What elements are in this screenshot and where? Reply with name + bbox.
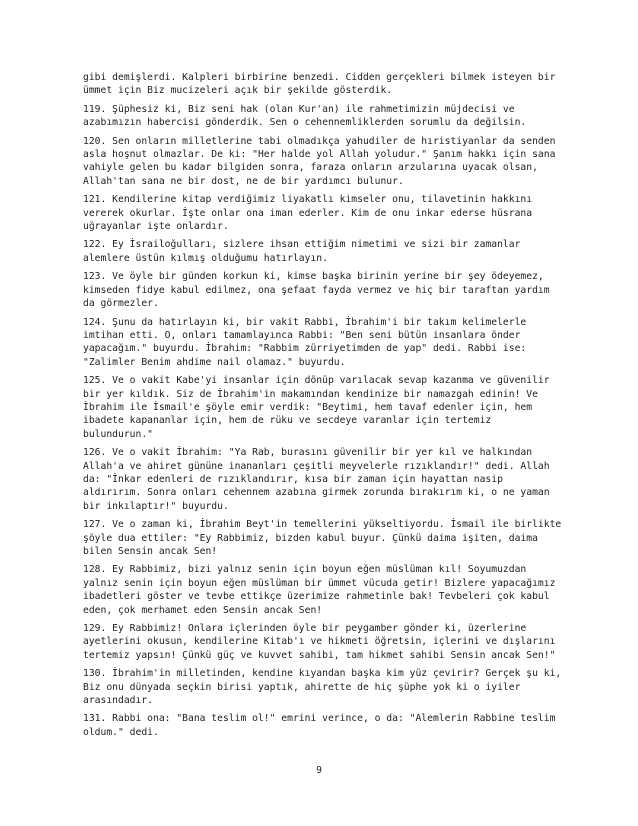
document-body xyxy=(83,71,563,744)
verse-123: 123. Ve öyle bir günden korkun ki, kimse başka birinin yerine bir şey ödeyemez, kimseden fidye kabul edilmez, ona şefaat fayda vermez ve hiç bir taraftan yardım da görmezler. xyxy=(83,271,550,310)
verse-120: 120. Sen onların milletlerine tabi olmadıkça yahudiler de hıristiyanlar da senden asla hoşnut olmazlar. De ki: "Her halde yol Allah yoludur." Şanım hakkı için sana vahiyle gelen bu kadar bilgiden sonra, faraza onların arzularına uyacak olsan, Allah'tan sana ne bir dost, ne de bir yardımcı bulunur. xyxy=(83,135,556,187)
verse-131: 131. Rabbi ona: "Bana teslim ol!" emrini verince, o da: "Alemlerin Rabbine teslim oldum." dedi. xyxy=(83,713,556,738)
verse-126: 126. Ve o vakit İbrahim: "Ya Rab, burasını güvenilir bir yer kıl ve halkından Allah'a ve ahiret gününe inananları çeşitli meyvelerle rızıklandır!" dedi. Allah da: "İnkar edenleri de rızıklandırır, kısa bir zaman için hayattan nasip aldırırım. Sonra onları cehennem azabına girmek zorunda bırakırım ki, o ne yaman bir inkılaptır!" buyurdu. xyxy=(83,447,550,512)
verse-124: 124. Şunu da hatırlayın ki, bir vakit Rabbi, İbrahim'i bir takım kelimelerle imtihan etti. O, onları tamamlayınca Rabbi: "Ben seni bütün insanlara önder yapacağım." buyurdu. İbrahim: "Rabbim zürriyetimden de yap" dedi. Rabbi ise: "Zalimler Benim ahdime nail olamaz." buyurdu. xyxy=(83,316,527,368)
verse-128: 128. Ey Rabbimiz, bizi yalnız senin için boyun eğen müslüman kıl! Soyumuzdan yalnız senin için boyun eğen müslüman bir ümmet vücuda getir! Bizlere yapacağımız ibadetleri göster ve tevbe ettikçe üzerimize rahmetinle bak! Tevbeleri çok kabul eden, çok merhamet eden Sensin ancak Sen! xyxy=(83,564,556,616)
verse-125: 125. Ve o vakit Kabe'yi insanlar için dönüp varılacak sevap kazanma ve güvenilir bir yer kıldık. Siz de İbrahim'in makamından kendinize bir namazgah edinin! Ve İbrahim ile İsmail'e şöyle emir verdik: "Beytimi, hem tavaf edenler için, hem ibadete kapananlar için, hem de rüku ve secdeye varanlar için tertemiz bulundurun." xyxy=(83,375,550,440)
verse-130: 130. İbrahim'in milletinden, kendine kıyandan başka kim yüz çevirir? Gerçek şu ki, Biz onu dünyada seçkin birisi yaptık, ahirette de hiç şüphe yok ki o iyiler arasındadır. xyxy=(83,668,562,707)
verse-122: 122. Ey İsrailoğulları, sizlere ihsan ettiğim nimetimi ve sizi bir zamanlar alemlere üstün kılmış olduğumu hatırlayın. xyxy=(83,239,521,264)
page-number: 9 xyxy=(316,765,322,776)
verse-127: 127. Ve o zaman ki, İbrahim Beyt'in temellerini yükseltiyordu. İsmail ile birlikte şöyle dua ettiler: "Ey Rabbimiz, bizden kabul buyur. Çünkü daima işiten, daima bilen Sensin ancak Sen! xyxy=(83,519,562,557)
verse-121: 121. Kendilerine kitap verdiğimiz liyakatlı kimseler onu, tilavetinin hakkını vererek okurlar. İşte onlar ona iman ederler. Kim de onu inkar ederse hüsrana uğrayanlar işte onlardır. xyxy=(83,194,533,233)
verse-119: 119. Şüphesiz ki, Biz seni hak (olan Kur'an) ile rahmetimizin müjdecisi ve azabımızın habercisi gönderdik. Sen o cehennemliklerden sorumlu da değilsin. xyxy=(83,103,527,129)
verse-129: 129. Ey Rabbimiz! Onlara içlerinden öyle bir peygamber gönder ki, üzerlerine ayetlerini okusun, kendilerine Kitab'ı ve hikmeti öğretsin, içlerini ve dışlarını tertemiz yapsın! Çünkü güç ve kuvvet sahibi, tam hikmet sahibi Sensin ancak Sen!" xyxy=(83,623,556,661)
paragraph: gibi demişlerdi. Kalpleri birbirine benzedi. Cidden gerçekleri bilmek isteyen bir ümmet için Biz mucizeleri açık bir şekilde gösterdik. xyxy=(83,72,556,97)
